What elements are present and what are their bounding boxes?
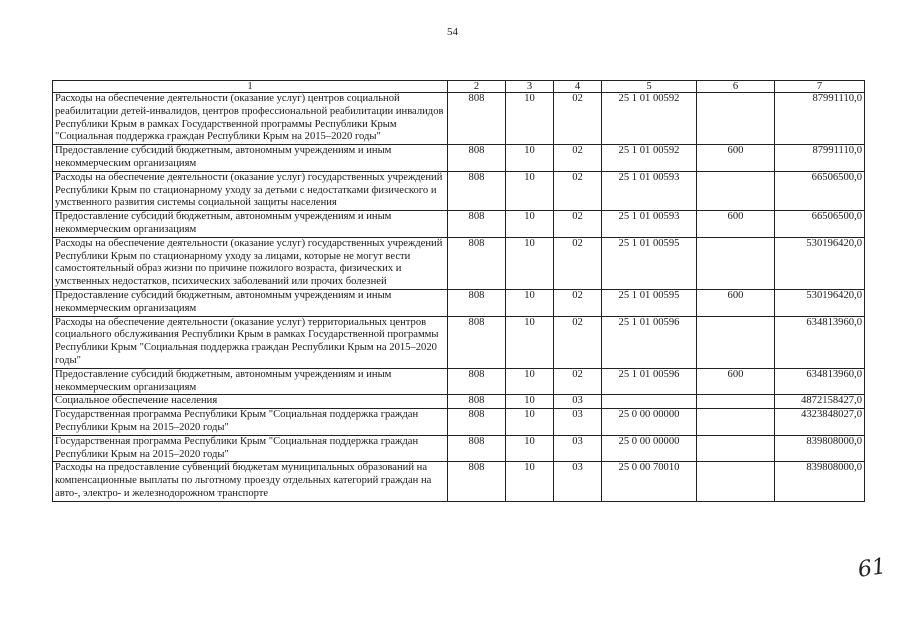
amount-cell: 4872158427,0 bbox=[775, 395, 865, 409]
expense-type-cell: 600 bbox=[697, 145, 775, 172]
subsection-cell: 03 bbox=[554, 462, 602, 501]
ministry-code-cell: 808 bbox=[448, 289, 506, 316]
section-cell: 10 bbox=[506, 368, 554, 395]
target-article-cell: 25 1 01 00592 bbox=[602, 93, 697, 145]
section-cell: 10 bbox=[506, 462, 554, 501]
section-cell: 10 bbox=[506, 409, 554, 436]
table-row bbox=[53, 409, 865, 436]
target-article-cell: 25 1 01 00593 bbox=[602, 211, 697, 238]
expense-type-cell bbox=[697, 409, 775, 436]
target-article-cell: 25 0 00 70010 bbox=[602, 462, 697, 501]
subsection-cell: 02 bbox=[554, 316, 602, 368]
amount-cell: 634813960,0 bbox=[775, 368, 865, 395]
target-article-cell: 25 1 01 00592 bbox=[602, 145, 697, 172]
ministry-code-cell: 808 bbox=[448, 462, 506, 501]
subsection-cell: 02 bbox=[554, 237, 602, 289]
amount-cell: 530196420,0 bbox=[775, 289, 865, 316]
row-name-cell: Расходы на обеспечение деятельности (оказание услуг) государственных учреждений Республики Крым по стационарному уходу за детьми с недостатками физического и умственного развития системы социальной защиты населения bbox=[53, 171, 448, 210]
table-row bbox=[53, 93, 865, 145]
row-name-cell: Государственная программа Республики Крым "Социальная поддержка граждан Республики Крым на 2015–2020 годы" bbox=[53, 409, 448, 436]
row-name-cell: Предоставление субсидий бюджетным, автономным учреждениям и иным некоммерческим организациям bbox=[53, 145, 448, 172]
expense-type-cell: 600 bbox=[697, 289, 775, 316]
row-name-cell: Расходы на обеспечение деятельности (оказание услуг) государственных учреждений Республики Крым по стационарному уходу за лицами, которые не могут вести самостоятельный образ жизни по причине пожилого возраста, физических и умственных недостатков, психических заболеваний или прочих болезней bbox=[53, 237, 448, 289]
budget-table bbox=[52, 80, 865, 502]
amount-cell: 839808000,0 bbox=[775, 435, 865, 462]
table-row bbox=[53, 395, 865, 409]
section-cell: 10 bbox=[506, 237, 554, 289]
section-cell: 10 bbox=[506, 211, 554, 238]
target-article-cell: 25 1 01 00593 bbox=[602, 171, 697, 210]
target-article-cell: 25 0 00 00000 bbox=[602, 435, 697, 462]
amount-cell: 87991110,0 bbox=[775, 93, 865, 145]
table-row bbox=[53, 435, 865, 462]
amount-cell: 530196420,0 bbox=[775, 237, 865, 289]
expense-type-cell bbox=[697, 171, 775, 210]
section-cell: 10 bbox=[506, 316, 554, 368]
header-cell-target-article: 5 bbox=[602, 81, 697, 93]
row-name-cell: Социальное обеспечение населения bbox=[53, 395, 448, 409]
expense-type-cell bbox=[697, 93, 775, 145]
ministry-code-cell: 808 bbox=[448, 93, 506, 145]
amount-cell: 66506500,0 bbox=[775, 211, 865, 238]
table-row bbox=[53, 316, 865, 368]
header-cell-subsection: 4 bbox=[554, 81, 602, 93]
ministry-code-cell: 808 bbox=[448, 237, 506, 289]
target-article-cell bbox=[602, 395, 697, 409]
table-row bbox=[53, 171, 865, 210]
row-name-cell: Предоставление субсидий бюджетным, автономным учреждениям и иным некоммерческим организациям bbox=[53, 211, 448, 238]
expense-type-cell bbox=[697, 237, 775, 289]
section-cell: 10 bbox=[506, 395, 554, 409]
section-cell: 10 bbox=[506, 93, 554, 145]
table-row bbox=[53, 289, 865, 316]
header-cell-name: 1 bbox=[53, 81, 448, 93]
ministry-code-cell: 808 bbox=[448, 368, 506, 395]
row-name-cell: Расходы на обеспечение деятельности (оказание услуг) центров социальной реабилитации детей-инвалидов, центров профессиональной реабилитации инвалидов Республики Крым в рамках Государственной программы Республики Крым "Социальная поддержка граждан Республики Крым на 2015–2020 годы" bbox=[53, 93, 448, 145]
row-name-cell: Государственная программа Республики Крым "Социальная поддержка граждан Республики Крым на 2015–2020 годы" bbox=[53, 435, 448, 462]
amount-cell: 839808000,0 bbox=[775, 462, 865, 501]
subsection-cell: 03 bbox=[554, 395, 602, 409]
ministry-code-cell: 808 bbox=[448, 171, 506, 210]
ministry-code-cell: 808 bbox=[448, 316, 506, 368]
ministry-code-cell: 808 bbox=[448, 395, 506, 409]
expense-type-cell bbox=[697, 395, 775, 409]
row-name-cell: Расходы на предоставление субвенций бюджетам муниципальных образований на компенсационные выплаты по льготному проезду отдельных категорий граждан на авто-, электро- и железнодорожном транспорте bbox=[53, 462, 448, 501]
amount-cell: 66506500,0 bbox=[775, 171, 865, 210]
subsection-cell: 02 bbox=[554, 145, 602, 172]
ministry-code-cell: 808 bbox=[448, 435, 506, 462]
ministry-code-cell: 808 bbox=[448, 409, 506, 436]
section-cell: 10 bbox=[506, 145, 554, 172]
header-cell-section: 3 bbox=[506, 81, 554, 93]
subsection-cell: 03 bbox=[554, 435, 602, 462]
subsection-cell: 02 bbox=[554, 368, 602, 395]
expense-type-cell bbox=[697, 435, 775, 462]
target-article-cell: 25 1 01 00595 bbox=[602, 237, 697, 289]
header-cell-amount: 7 bbox=[775, 81, 865, 93]
target-article-cell: 25 1 01 00596 bbox=[602, 316, 697, 368]
header-cell-ministry: 2 bbox=[448, 81, 506, 93]
section-cell: 10 bbox=[506, 289, 554, 316]
expense-type-cell bbox=[697, 316, 775, 368]
amount-cell: 87991110,0 bbox=[775, 145, 865, 172]
table-row bbox=[53, 145, 865, 172]
table-row bbox=[53, 368, 865, 395]
table-row bbox=[53, 211, 865, 238]
ministry-code-cell: 808 bbox=[448, 211, 506, 238]
handwritten-page-note: 61 bbox=[856, 554, 888, 583]
ministry-code-cell: 808 bbox=[448, 145, 506, 172]
section-cell: 10 bbox=[506, 171, 554, 210]
amount-cell: 634813960,0 bbox=[775, 316, 865, 368]
row-name-cell: Предоставление субсидий бюджетным, автономным учреждениям и иным некоммерческим организациям bbox=[53, 289, 448, 316]
amount-cell: 4323848027,0 bbox=[775, 409, 865, 436]
header-row bbox=[53, 81, 865, 93]
subsection-cell: 02 bbox=[554, 211, 602, 238]
subsection-cell: 02 bbox=[554, 93, 602, 145]
expense-type-cell bbox=[697, 462, 775, 501]
target-article-cell: 25 1 01 00595 bbox=[602, 289, 697, 316]
subsection-cell: 02 bbox=[554, 289, 602, 316]
expense-type-cell: 600 bbox=[697, 211, 775, 238]
row-name-cell: Расходы на обеспечение деятельности (оказание услуг) территориальных центров социального обслуживания Республики Крым в рамках Государственной программы Республики Крым "Социальная поддержка граждан Республики Крым на 2015–2020 годы" bbox=[53, 316, 448, 368]
expense-type-cell: 600 bbox=[697, 368, 775, 395]
header-cell-expense-type: 6 bbox=[697, 81, 775, 93]
subsection-cell: 02 bbox=[554, 171, 602, 210]
row-name-cell: Предоставление субсидий бюджетным, автономным учреждениям и иным некоммерческим организациям bbox=[53, 368, 448, 395]
table-row bbox=[53, 237, 865, 289]
table-row bbox=[53, 462, 865, 501]
target-article-cell: 25 1 01 00596 bbox=[602, 368, 697, 395]
section-cell: 10 bbox=[506, 435, 554, 462]
target-article-cell: 25 0 00 00000 bbox=[602, 409, 697, 436]
page-number: 54 bbox=[447, 26, 458, 38]
subsection-cell: 03 bbox=[554, 409, 602, 436]
